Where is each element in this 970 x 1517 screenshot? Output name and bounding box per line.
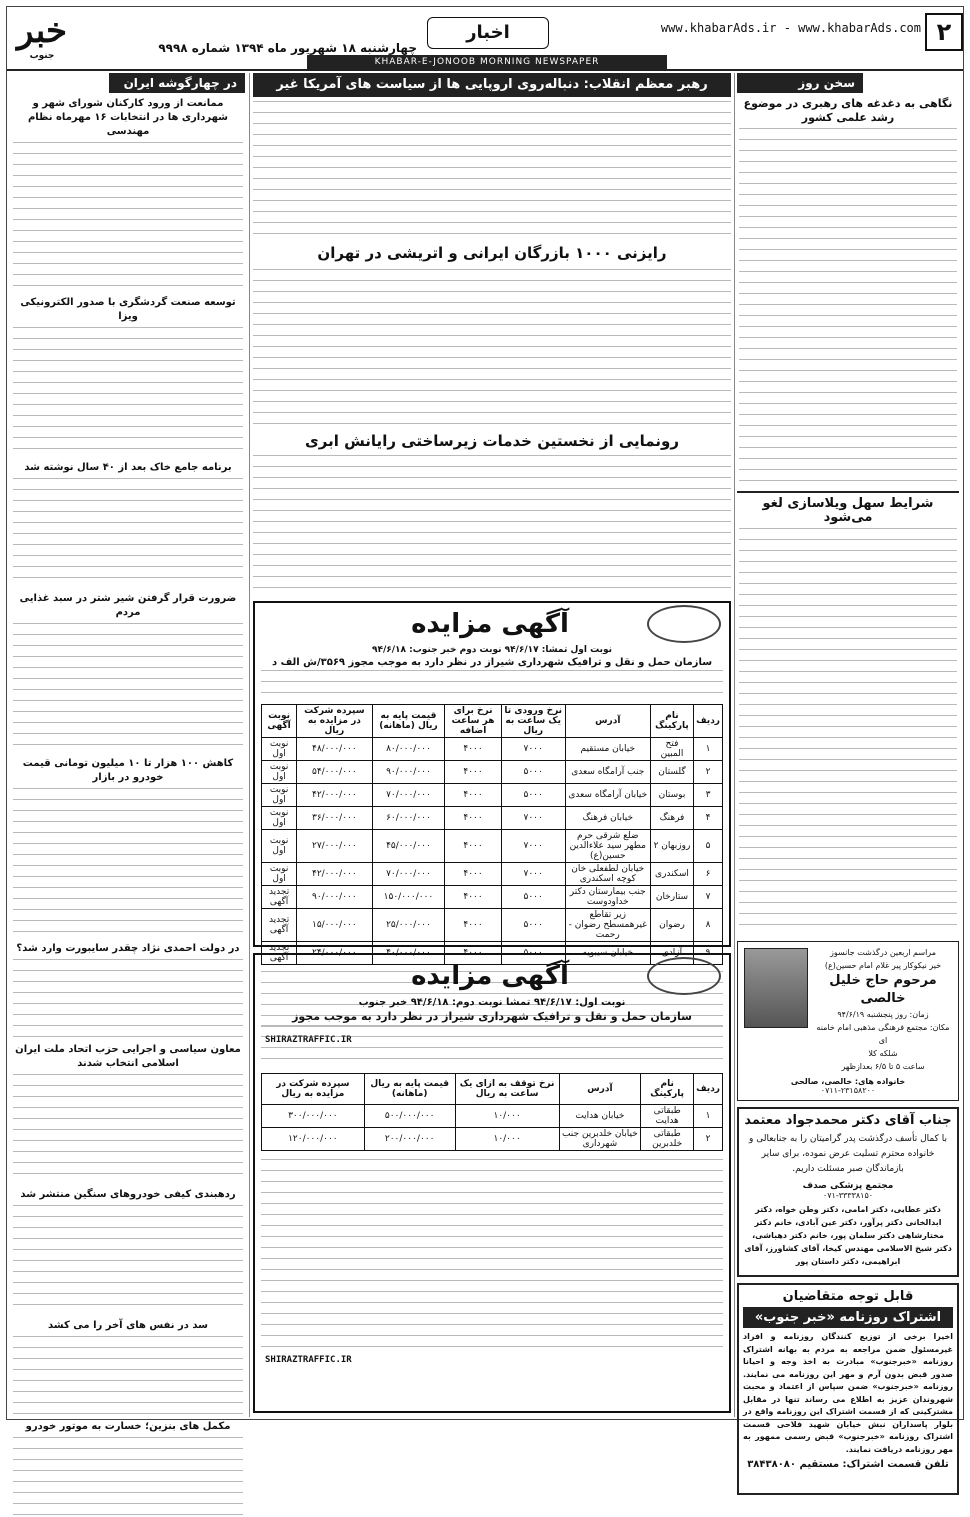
family-names: خانواده های: خالصی، صالحی [790, 1077, 906, 1086]
table-cell: خیابان آرامگاه سعدی [565, 784, 650, 807]
table-row [262, 1105, 723, 1128]
condolence-box [737, 1107, 959, 1277]
table-cell: روزبهان ۲ [650, 830, 693, 863]
table-cell: ۹۰/۰۰۰/۰۰۰ [372, 761, 445, 784]
editorial-band: سخن روز [737, 73, 863, 93]
table-cell: خیابان مستقیم [565, 738, 650, 761]
ad1-title: آگهی مزایده [411, 609, 569, 639]
table-cell: ۷۰۰۰ [501, 830, 565, 863]
table-cell: تجدید آگهی [262, 886, 297, 909]
table-row [262, 738, 723, 761]
table-cell: ۱ [694, 1105, 723, 1128]
table-cell: ۳ [694, 784, 723, 807]
table-cell: نوبت اول [262, 738, 297, 761]
table-cell: ۵۰۰/۰۰۰/۰۰۰ [364, 1105, 455, 1128]
obituary-text: مراسم اربعین درگذشت جانسوز خیر نیکوکار پیر غلام امام حسین(ع) مرحوم حاج خلیل خالصی زمان: روز پنجشنبه ۹۴/۶/۱۹ مکان: مجتمع فرهنگی مذهبی امام خامنه ای شلکه کلا ساعت ۵ تا ۶/۵ بعدازظهر [816, 948, 950, 1071]
condolence-phone: ۰۷۱-۳۳۳۳۸۱۵۰ [822, 1191, 874, 1200]
table-header: سپرده شرکت در مزایده به ریال [262, 1074, 365, 1105]
ad2-table [261, 1073, 723, 1151]
table-cell: تجدید آگهی [262, 942, 297, 965]
left-column [11, 73, 245, 1432]
table-cell: ۵۰۰۰ [501, 909, 565, 942]
table-cell: ۴۲/۰۰۰/۰۰۰ [297, 784, 372, 807]
table-cell: ۴۸/۰۰۰/۰۰۰ [297, 738, 372, 761]
condolence-title: جناب آقای دکتر محمدجواد معتمد [744, 1113, 952, 1128]
cloud-story-text [253, 455, 731, 595]
subscription-phone: تلفن قسمت اشتراک: مستقیم ۳۸۴۳۸۰۸۰ [747, 1459, 949, 1470]
left-story-text [13, 1336, 243, 1416]
table-row [262, 807, 723, 830]
column-divider [734, 73, 735, 1417]
table-cell: فرهنگ [650, 807, 693, 830]
column-divider [249, 73, 250, 1417]
table-cell: نوبت اول [262, 784, 297, 807]
table-cell: ۱ [694, 738, 723, 761]
left-story-text [13, 1437, 243, 1517]
table-cell: ۲ [694, 761, 723, 784]
table-cell: ۲۵/۰۰۰/۰۰۰ [372, 909, 445, 942]
left-story-title: ضرورت قرار گرفتن شیر شتر در سبد غذایی مردم [19, 593, 237, 618]
ad2-title: آگهی مزایده [411, 961, 569, 991]
table-cell: ۵۰۰۰ [501, 942, 565, 965]
section-title: اخبار [427, 17, 549, 49]
left-story-text [13, 623, 243, 753]
table-cell: ۴۰۰۰ [445, 784, 501, 807]
left-story-text [13, 327, 243, 457]
right-column [737, 73, 959, 1470]
table-row [262, 784, 723, 807]
table-cell: ۷۰۰۰ [501, 807, 565, 830]
table-cell: ۴۲/۰۰۰/۰۰۰ [297, 863, 372, 886]
municipality-logo-icon [647, 605, 721, 643]
table-cell: ۵۰۰۰ [501, 886, 565, 909]
website-url[interactable]: www.khabarAds.ir - www.khabarAds.com [660, 21, 921, 35]
table-cell: ۱۰/۰۰۰ [455, 1105, 559, 1128]
table-cell: خیابان هدایت [559, 1105, 641, 1128]
table-cell: خیابان لطفعلی خان کوچه اسکندری [565, 863, 650, 886]
table-header: نام پارکینگ [650, 705, 693, 738]
subscription-body: اخیرا برخی از توزیع کنندگان روزنامه و افراد غیرمسئول ضمن مراجعه به مردم به بهانه اشتراک روزنامه «خبرجنوب» مبادرت به اخذ وجه و احیانا صدور قبض بدون آرم و مهر این روزنامه می نمایند. روزنامه «خبرجنوب» ضمن سپاس از اعتماد و محبت شهروندان عزیز به اطلاع می رساند تنها در مقابل مشترکینی که از قسمت اشتراک این روزنامه واقع در بلوار پاسداران نبش خیابان شهید فلاحی قسمت اشتراک روزنامه «خبرجنوب» قبض رسمی ممهور به مهر روزنامه دریافت نمایند. [743, 1332, 953, 1454]
left-story-text [13, 478, 243, 588]
newspaper-logo: خبر جنوب [16, 11, 68, 61]
table-row [262, 909, 723, 942]
table-cell: نوبت اول [262, 807, 297, 830]
table-cell: جنب آرامگاه سعدی [565, 761, 650, 784]
editorial-title: نگاهی به دغدغه های رهبری در موضوع رشد علمی کشور [743, 97, 953, 124]
table-cell: ۱۵۰/۰۰۰/۰۰۰ [372, 886, 445, 909]
table-cell: ۲۰۰/۰۰۰/۰۰۰ [364, 1128, 455, 1151]
municipality-logo-icon [647, 957, 721, 995]
table-cell: ۴۰۰۰ [445, 909, 501, 942]
table-cell: ۵۰۰۰ [501, 784, 565, 807]
table-cell: ۹ [694, 942, 723, 965]
table-cell: نوبت اول [262, 761, 297, 784]
table-header: سپرده شرکت در مزایده به ریال [297, 705, 372, 738]
newspaper-page [6, 6, 964, 1470]
lead-banner: رهبر معظم انقلاب: دنباله‌روی اروپایی ها از سیاست های آمریکا غیر منطقی است [253, 73, 731, 97]
table-cell: ضلع شرقی حرم مطهر سید علاءالدین حسین(ع) [565, 830, 650, 863]
table-cell: رضوان [650, 909, 693, 942]
trade-story-title: رایزنی ۱۰۰۰ بازرگان ایرانی و اتریشی در تهران [317, 244, 667, 262]
table-cell: ۸۰/۰۰۰/۰۰۰ [372, 738, 445, 761]
table-cell: ۱۰/۰۰۰ [455, 1128, 559, 1151]
left-story-title: کاهش ۱۰۰ هزار تا ۱۰ میلیون تومانی قیمت خودرو در بازار [22, 758, 234, 783]
table-cell: ۹۰/۰۰۰/۰۰۰ [297, 886, 372, 909]
ad2-org: سازمان حمل و نقل و ترافیک شهرداری شیراز در نظر دارد به موجب مجوز [292, 1010, 692, 1023]
table-cell: طبقاتی هدایت [641, 1105, 694, 1128]
left-story-title: در دولت احمدی نژاد چقدر سایبورت وارد شد؟ [16, 943, 240, 954]
table-cell: بوستان [650, 784, 693, 807]
table-cell: ۴ [694, 807, 723, 830]
masthead [7, 7, 963, 71]
table-cell: خیابان خلدبرین جنب شهرداری [559, 1128, 641, 1151]
table-cell: ۴۰۰۰ [445, 886, 501, 909]
ad2-website[interactable]: SHIRAZTRAFFIC.IR [265, 1355, 352, 1365]
iran-news-band: در چهارگوشه ایران [109, 73, 245, 93]
ad1-org: سازمان حمل و نقل و ترافیک شهرداری شیراز در نظر دارد به موجب مجوز ۳۵۶۹/ش الف د [271, 657, 713, 668]
villa-story-title: شرایط سهل ویلاسازی لغو می‌شود [762, 496, 934, 525]
table-cell: ۵۰۰۰ [501, 761, 565, 784]
left-story-text [13, 1205, 243, 1315]
table-cell: ۴۵/۰۰۰/۰۰۰ [372, 830, 445, 863]
table-cell: نوبت اول [262, 863, 297, 886]
table-row [262, 1128, 723, 1151]
table-cell: ۱۵/۰۰۰/۰۰۰ [297, 909, 372, 942]
condolence-org: مجتمع پزشکی صدف [802, 1181, 894, 1191]
ad2-dates: نوبت اول: ۹۴/۶/۱۷ تمشا نوبت دوم: ۹۴/۶/۱۸ خبر جنوب [358, 997, 626, 1008]
table-header: نرخ برای هر ساعت اضافه [445, 705, 501, 738]
left-story-title: سد در نفس های آخر را می کشد [48, 1320, 208, 1331]
lead-story-text [253, 101, 731, 241]
table-cell: ۴۰۰۰ [445, 807, 501, 830]
ad1-intro [261, 670, 723, 700]
table-header: ردیف [694, 1074, 723, 1105]
ad1-website[interactable]: SHIRAZTRAFFIC.IR [265, 1035, 352, 1045]
issue-date: چهارشنبه ۱۸ شهریور ماه ۱۳۹۴ شماره ۹۹۹۸ [158, 41, 417, 55]
table-cell: ۳۰۰/۰۰۰/۰۰۰ [262, 1105, 365, 1128]
table-header: قیمت پایه به ریال (ماهانه) [372, 705, 445, 738]
table-cell: ۷۰/۰۰۰/۰۰۰ [372, 784, 445, 807]
table-cell: ۲۷/۰۰۰/۰۰۰ [297, 830, 372, 863]
left-story-title: معاون سیاسی و اجرایی حزب اتحاد ملت ایران اسلامی انتخاب شدند [15, 1044, 241, 1069]
table-cell: ۴۰/۰۰۰/۰۰۰ [372, 942, 445, 965]
table-cell: ۲ [694, 1128, 723, 1151]
table-cell: ۵۴/۰۰۰/۰۰۰ [297, 761, 372, 784]
subscription-title-2: اشتراک روزنامه «خبر جنوب» [743, 1307, 953, 1328]
table-cell: ۱۲۰/۰۰۰/۰۰۰ [262, 1128, 365, 1151]
editorial-text [739, 128, 957, 483]
table-cell: آزادی [650, 942, 693, 965]
table-cell: ۷۰۰۰ [501, 738, 565, 761]
table-cell: ۶۰/۰۰۰/۰۰۰ [372, 807, 445, 830]
table-cell: ۳۶/۰۰۰/۰۰۰ [297, 807, 372, 830]
table-cell: ۷۰/۰۰۰/۰۰۰ [372, 863, 445, 886]
table-header: نوبت آگهی [262, 705, 297, 738]
portrait-photo [744, 948, 808, 1028]
left-story-text [13, 142, 243, 292]
left-story-title: ردهبندی کیفی خودروهای سنگین منتشر شد [20, 1189, 236, 1200]
page-number: ۲ [925, 13, 963, 51]
left-story-text [13, 788, 243, 938]
table-header: آدرس [559, 1074, 641, 1105]
table-cell: ۴۰۰۰ [445, 942, 501, 965]
left-story-title: مکمل های بنزین؛ خسارت به موتور خودرو [25, 1421, 231, 1432]
table-cell: ۴۰۰۰ [445, 830, 501, 863]
ad2-terms [261, 1159, 723, 1349]
table-row [262, 886, 723, 909]
table-cell: ۵ [694, 830, 723, 863]
table-header: نرخ توقف به ازای یک ساعت به ریال [455, 1074, 559, 1105]
villa-story-text [739, 528, 957, 933]
trade-story-text [253, 269, 731, 429]
table-cell: ۷ [694, 886, 723, 909]
auction-ad-2 [253, 953, 731, 1413]
table-cell: ستارخان [650, 886, 693, 909]
subscription-box [737, 1283, 959, 1495]
table-cell: ۴۰۰۰ [445, 863, 501, 886]
ad1-table [261, 704, 723, 965]
english-ribbon: KHABAR-E-JONOOB MORNING NEWSPAPER [307, 55, 667, 69]
table-row [262, 830, 723, 863]
table-cell: خیابان سیبویه [565, 942, 650, 965]
table-cell: ۷۰۰۰ [501, 863, 565, 886]
table-header: قیمت پایه به ریال (ماهانه) [364, 1074, 455, 1105]
obituary-box [737, 941, 959, 1101]
table-cell: ۶ [694, 863, 723, 886]
ad2-intro [261, 1025, 723, 1069]
subscription-title-1: قابل توجه متقاضیان [782, 1289, 914, 1304]
table-header: نام پارکینگ [641, 1074, 694, 1105]
ad1-dates: نوبت اول تمشا: ۹۴/۶/۱۷ نوبت دوم خبر جنوب: ۹۴/۶/۱۸ [371, 645, 613, 655]
table-cell: طبقاتی خلدبرین [641, 1128, 694, 1151]
condolence-names: دکتر عطایی، دکتر امامی، دکتر وطن خواه، دکتر ابدالخانی دکتر پرآور، دکتر عین آبادی، خانم دکتر مختارشاهی دکتر سلمان پور، خانم دکتر دهباشی، دکتر شیخ الاسلامی مهندس کیخا، آقای کشاورز، آقای ابراهیمی، دکتر داستان پور [744, 1205, 952, 1266]
table-row [262, 761, 723, 784]
table-cell: فتح المبین [650, 738, 693, 761]
left-story-title: توسعه صنعت گردشگری با صدور الکترونیکی ویزا [20, 297, 236, 322]
left-story-text [13, 1074, 243, 1184]
condolence-body: با کمال تأسف درگذشت پدر گرامیتان را به جنابعالی و خانواده محترم تسلیت عرض نموده، برای سایر بازماندگان صبر مسئلت داریم. [749, 1134, 947, 1174]
table-cell: گلستان [650, 761, 693, 784]
table-cell: ۲۴/۰۰۰/۰۰۰ [297, 942, 372, 965]
table-cell: ۴۰۰۰ [445, 761, 501, 784]
table-row [262, 863, 723, 886]
table-cell: زیر تقاطع غیرهمسطح رضوان - رحمت [565, 909, 650, 942]
cloud-story-title: رونمایی از نخستین خدمات زیرساختی رایانش ابری [305, 432, 679, 450]
left-story-title: برنامه جامع خاک بعد از ۴۰ سال نوشته شد [24, 462, 232, 473]
table-cell: ۸ [694, 909, 723, 942]
left-story-text [13, 959, 243, 1039]
table-cell: خیابان فرهنگ [565, 807, 650, 830]
table-cell: اسکندری [650, 863, 693, 886]
obituary-phone: ۰۷۱۱-۲۳۱۵۸۲۰۰ [820, 1086, 876, 1095]
table-header: آدرس [565, 705, 650, 738]
table-cell: تجدید آگهی [262, 909, 297, 942]
table-cell: جنب بیمارستان دکتر خداودوست [565, 886, 650, 909]
table-header: ردیف [694, 705, 723, 738]
table-header: نرخ ورودی تا یک ساعت به ریال [501, 705, 565, 738]
table-cell: ۴۰۰۰ [445, 738, 501, 761]
left-story-title: ممانعت از ورود کارکنان شورای شهر و شهرداری ها در انتخابات ۱۶ مهرماه نظام مهندسی [27, 98, 229, 137]
table-cell: نوبت اول [262, 830, 297, 863]
